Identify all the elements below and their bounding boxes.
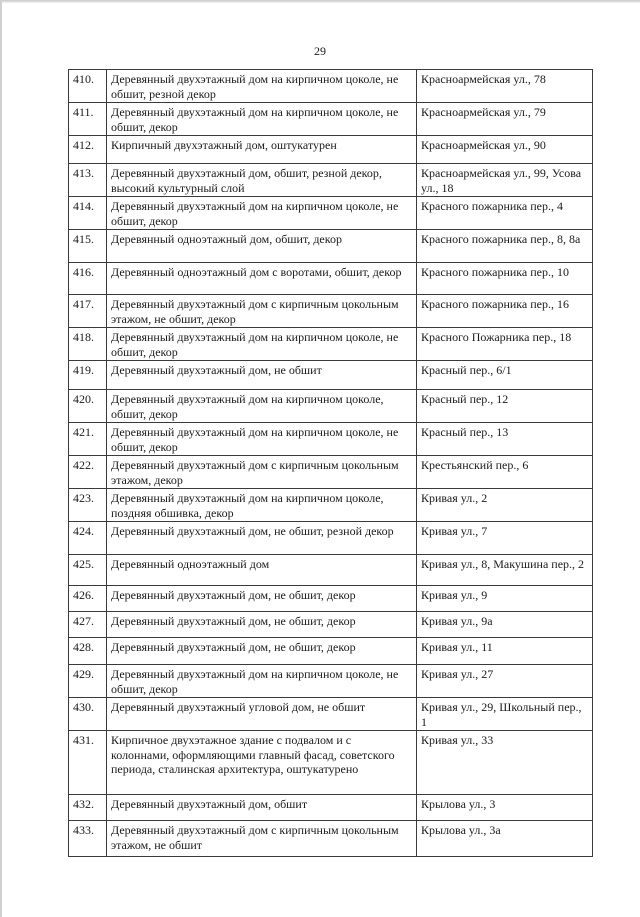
table-row [69,197,593,230]
table-row [69,456,593,489]
table-row [69,555,593,586]
description-cell: Деревянный двухэтажный дом, не обшит, декор [107,638,417,665]
table-row [69,522,593,555]
row-number-cell: 424. [69,522,107,555]
description-cell: Деревянный двухэтажный дом, не обшит, резной декор [107,522,417,555]
description-cell: Деревянный двухэтажный дом на кирпичном цоколе, не обшит, декор [107,197,417,230]
description-cell: Деревянный двухэтажный дом на кирпичном цоколе, не обшит, декор [107,423,417,456]
address-cell: Кривая ул., 29, Школьный пер., 1 [417,698,593,731]
table-row [69,665,593,698]
page-edge-top [0,0,640,3]
row-number-cell: 432. [69,795,107,821]
address-cell: Кривая ул., 8, Макушина пер., 2 [417,555,593,586]
table-row [69,423,593,456]
table-row [69,103,593,136]
description-cell: Деревянный двухэтажный дом на кирпичном цоколе, не обшит, декор [107,103,417,136]
address-cell: Крестьянский пер., 6 [417,456,593,489]
row-number-cell: 422. [69,456,107,489]
table-row [69,586,593,612]
description-cell: Деревянный одноэтажный дом [107,555,417,586]
row-number-cell: 412. [69,136,107,164]
table-row [69,328,593,361]
row-number-cell: 421. [69,423,107,456]
address-cell: Красноармейская ул., 99, Усова ул., 18 [417,164,593,197]
address-cell: Красного пожарника пер., 10 [417,263,593,295]
row-number-cell: 423. [69,489,107,522]
address-cell: Красный пер., 6/1 [417,361,593,390]
row-number-cell: 425. [69,555,107,586]
description-cell: Кирпичное двухэтажное здание с подвалом и с колоннами, оформляющими главный фасад, советского периода, сталинская архитектура, оштукатурено [107,731,417,795]
description-cell: Деревянный двухэтажный дом на кирпичном цоколе, не обшит, резной декор [107,70,417,103]
description-cell: Деревянный одноэтажный дом с воротами, обшит, декор [107,263,417,295]
table-row [69,361,593,390]
description-cell: Деревянный двухэтажный дом, не обшит, декор [107,586,417,612]
description-cell: Деревянный двухэтажный дом на кирпичном цоколе, поздняя обшивка, декор [107,489,417,522]
row-number-cell: 420. [69,390,107,423]
row-number-cell: 419. [69,361,107,390]
row-number-cell: 431. [69,731,107,795]
address-cell: Кривая ул., 33 [417,731,593,795]
registry-table-body [69,70,593,857]
description-cell: Деревянный двухэтажный дом, не обшит, декор [107,612,417,638]
address-cell: Красного пожарника пер., 16 [417,295,593,328]
address-cell: Красного Пожарника пер., 18 [417,328,593,361]
description-cell: Деревянный одноэтажный дом, обшит, декор [107,230,417,263]
table-row [69,295,593,328]
table-row [69,821,593,857]
table-row [69,612,593,638]
table-row [69,795,593,821]
row-number-cell: 416. [69,263,107,295]
table-row [69,164,593,197]
description-cell: Деревянный двухэтажный дом, обшит, резной декор, высокий культурный слой [107,164,417,197]
row-number-cell: 429. [69,665,107,698]
address-cell: Кривая ул., 9 [417,586,593,612]
address-cell: Кривая ул., 11 [417,638,593,665]
description-cell: Деревянный двухэтажный дом на кирпичном цоколе, обшит, декор [107,390,417,423]
page-edge-left [0,0,2,917]
row-number-cell: 411. [69,103,107,136]
description-cell: Деревянный двухэтажный дом на кирпичном цоколе, не обшит, декор [107,328,417,361]
row-number-cell: 427. [69,612,107,638]
row-number-cell: 413. [69,164,107,197]
table-row [69,390,593,423]
row-number-cell: 417. [69,295,107,328]
row-number-cell: 415. [69,230,107,263]
address-cell: Красного пожарника пер., 4 [417,197,593,230]
row-number-cell: 414. [69,197,107,230]
table-row [69,136,593,164]
row-number-cell: 426. [69,586,107,612]
address-cell: Крылова ул., 3а [417,821,593,857]
description-cell: Деревянный двухэтажный дом, обшит [107,795,417,821]
address-cell: Красноармейская ул., 78 [417,70,593,103]
description-cell: Кирпичный двухэтажный дом, оштукатурен [107,136,417,164]
table-row [69,230,593,263]
address-cell: Кривая ул., 2 [417,489,593,522]
table-row [69,489,593,522]
page-number: 29 [314,44,326,58]
row-number-cell: 418. [69,328,107,361]
row-number-cell: 433. [69,821,107,857]
table-row [69,638,593,665]
address-cell: Кривая ул., 9а [417,612,593,638]
description-cell: Деревянный двухэтажный угловой дом, не обшит [107,698,417,731]
table-row [69,731,593,795]
description-cell: Деревянный двухэтажный дом с кирпичным цокольным этажом, декор [107,456,417,489]
row-number-cell: 410. [69,70,107,103]
table-row [69,263,593,295]
address-cell: Кривая ул., 7 [417,522,593,555]
address-cell: Кривая ул., 27 [417,665,593,698]
address-cell: Красный пер., 12 [417,390,593,423]
address-cell: Красного пожарника пер., 8, 8а [417,230,593,263]
table-row [69,70,593,103]
description-cell: Деревянный двухэтажный дом, не обшит [107,361,417,390]
address-cell: Красноармейская ул., 90 [417,136,593,164]
address-cell: Красноармейская ул., 79 [417,103,593,136]
row-number-cell: 428. [69,638,107,665]
address-cell: Красный пер., 13 [417,423,593,456]
description-cell: Деревянный двухэтажный дом с кирпичным цокольным этажом, не обшит [107,821,417,857]
description-cell: Деревянный двухэтажный дом на кирпичном цоколе, не обшит, декор [107,665,417,698]
address-cell: Крылова ул., 3 [417,795,593,821]
registry-table [68,69,593,857]
row-number-cell: 430. [69,698,107,731]
table-row [69,698,593,731]
description-cell: Деревянный двухэтажный дом с кирпичным цокольным этажом, не обшит, декор [107,295,417,328]
